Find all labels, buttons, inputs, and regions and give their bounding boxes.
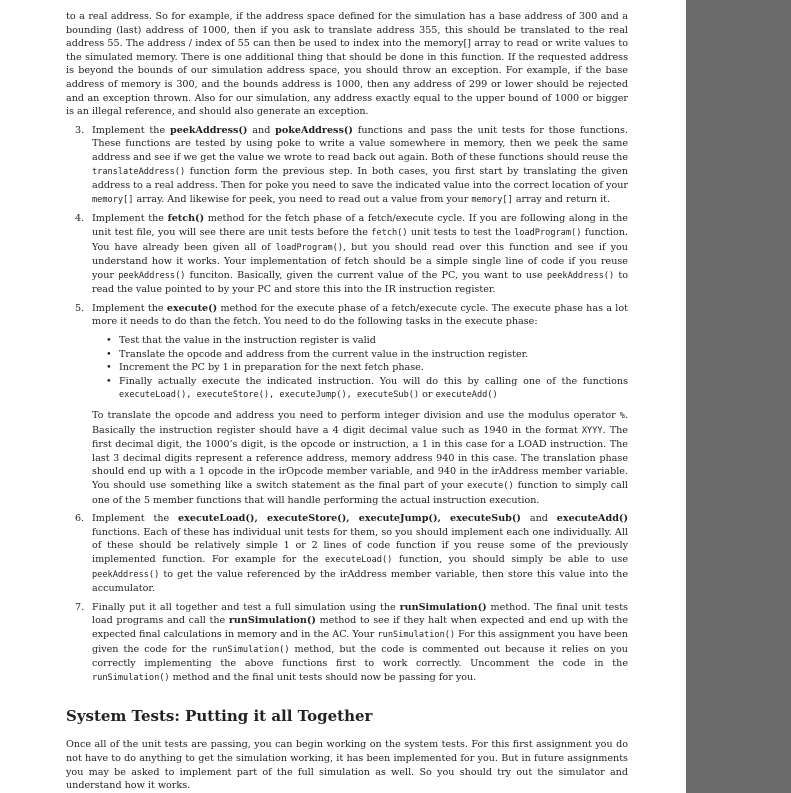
section-paragraph: Once all of the unit tests are passing, you can begin working on the system tests. For this first assignment you do not have to do anything to get the simulation working, it has been implemented for you. But in future assignments you may be asked to implement part of the full simulation as well. So you should try out the simulator and understand how it works.	[66, 739, 628, 792]
item-number: 6.	[75, 513, 85, 525]
item-7-text: Finally put it all together and test a full simulation using the runSimulation() method. The final unit tests load programs and call the runSimulation() method to see if they halt when expected and end up with the expected final calculations in memory and in the AC. Your runSimulation() For this assignment you have been given the code for the runSimulation() method, but the code is commented out because it relies on you correctly implementing the above functions first to work correctly. Uncomment the code in the runSimulation() method and the final unit tests should now be passing for you.	[92, 601, 628, 683]
page-content	[66, 10, 628, 793]
item-6-text: Implement the executeLoad(), executeStore(), executeJump(), executeSub() and executeAdd() functions. Each of these has individual unit tests for them, so you should implement each one individually. All of these should be relatively simple 1 or 2 lines of code function if you reuse some of the previously implemented function. For example for the executeLoad() function, you should simply be able to use peekAddress() to get the value referenced by the irAddress member variable, then store this value into the accumulator.	[92, 513, 628, 595]
item-number: 5.	[75, 302, 85, 314]
section-heading: System Tests: Putting it all Together	[66, 707, 373, 726]
execute-task-list	[92, 334, 628, 403]
item-number: 4.	[75, 213, 85, 225]
list-item-4	[66, 212, 628, 297]
item-number: 7.	[75, 601, 85, 613]
list-item-6	[66, 512, 628, 596]
item-5-paragraph-2: To translate the opcode and address you need to perform integer division and use the modulus operator %. Basically the instruction register should have a 4 digit decimal value such as 1940 in the format XYYY. The first decimal digit, the 1000’s digit, is the opcode or instruction, a 1 in this case for a LOAD instruction. The last 3 decimal digits represent a reference address, memory address 940 in this case. The translation phase should end up with a 1 opcode in the irOpcode member variable, and 940 in the irAddress member variable. You should use something like a switch statement as the final part of your execute() function to simply call one of the 5 member functions that will handle performing the actual instruction execution.	[92, 410, 629, 506]
bullet-item: • Translate the opcode and address from the current value in the instruction register.	[106, 348, 628, 362]
item-4-text: Implement the fetch() method for the fetch phase of a fetch/execute cycle. If you are following along in the unit test file, you will see there are unit tests before the fetch() unit tests to test the loadProgram() function. You have already been given all of loadProgram(), but you should read over this function and see if you understand how it works. Your implementation of fetch should be a simple single line of code if you reuse your peekAddress() funciton. Basically, given the current value of the PC, you want to use peekAddress() to read the value pointed to by your PC and store this into the IR instruction register.	[92, 213, 628, 296]
item-number: 3.	[75, 124, 85, 136]
list-item-3	[66, 124, 628, 208]
item-5-text: Implement the execute() method for the execute phase of a fetch/execute cycle. The execute phase has a lot more it needs to do than the fetch. You need to do the following tasks in the execute phase:	[92, 302, 628, 328]
bullet-item: • Finally actually execute the indicated instruction. You will do this by calling one of the functions executeLoad(), executeStore(), executeJump(), executeSub() or executeAdd()	[106, 375, 628, 403]
list-item-7	[66, 601, 628, 686]
intro-paragraph: to a real address. So for example, if the address space defined for the simulation has a base address of 300 and a bounding (last) address of 1000, then if you ask to translate address 355, this should be translated to the real address 55. The address / index of 55 can then be used to index into the memory[] array to read or write values to the simulated memory. There is one additional thing that should be done in this function. If the requested address is beyond the bounds of our simulation address space, you should throw an exception. For example, if the base address of memory is 300, and the bounds address is 1000, then any address of 299 or lower should be rejected and an exception thrown. Also for our simulation, any address exactly equal to the upper bound of 1000 or bigger is an illegal reference, and should also generate an exception.	[66, 11, 628, 118]
viewer-background	[686, 0, 791, 793]
item-3-text: Implement the peekAddress() and pokeAddress() functions and pass the unit tests for those functions. These functions are tested by using poke to write a value somewhere in memory, then we peek the same address and see if we get the value we wrote to read back out again. Both of these functions should reuse the translateAddress() function form the previous step. In both cases, you first start by translating the given address to a real address. Then for poke you need to save the indicated value into the correct location of your memory[] array. And likewise for peek, you need to read out a value from your memory[] array and return it.	[92, 124, 628, 205]
bullet-item: • Test that the value in the instruction register is valid	[106, 334, 628, 348]
list-item-5	[66, 302, 628, 507]
bullet-item: • Increment the PC by 1 in preparation for the next fetch phase.	[106, 361, 628, 375]
